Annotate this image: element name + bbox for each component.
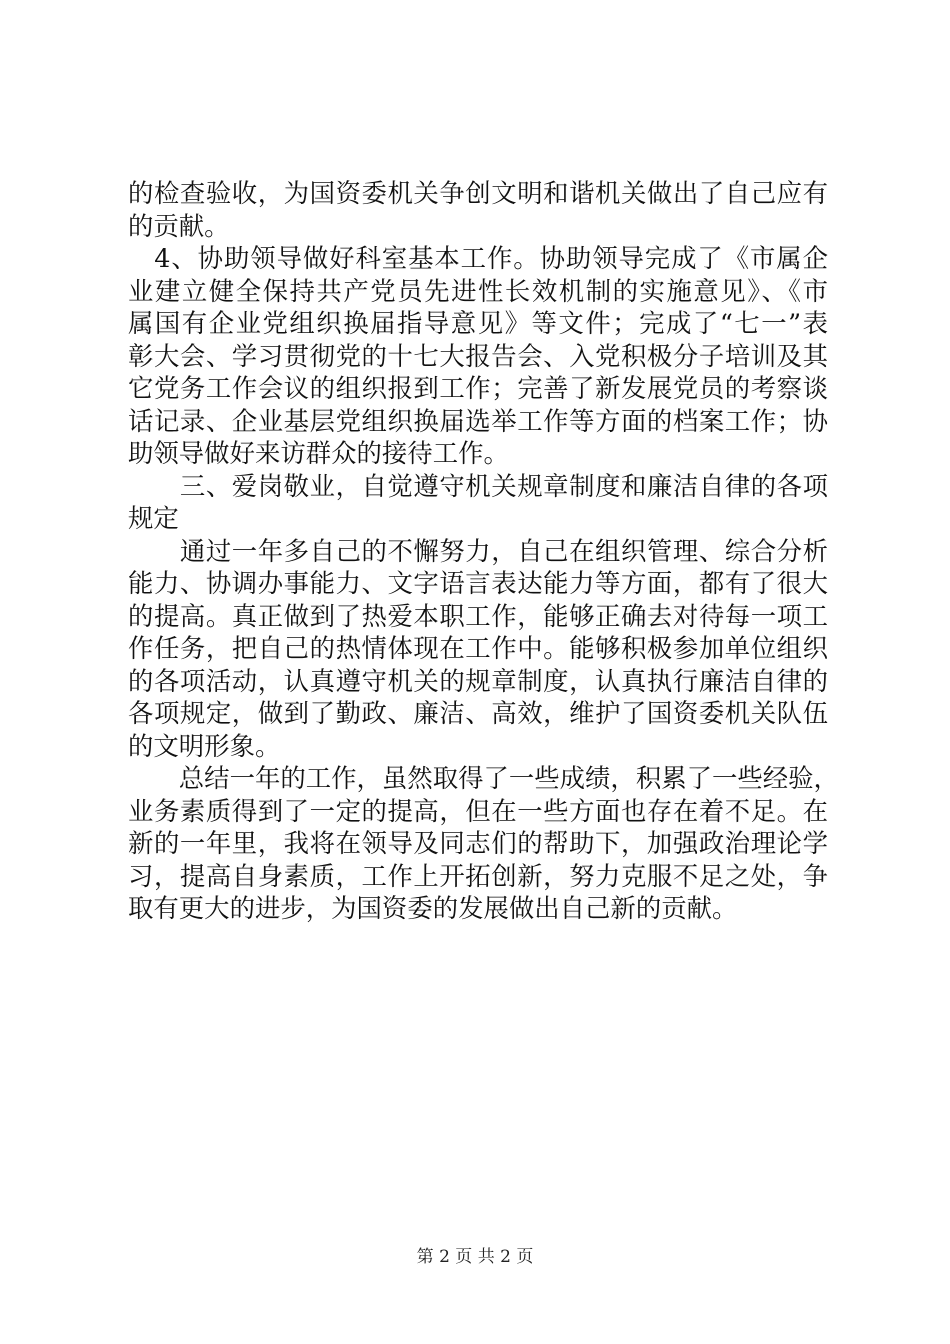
text-line: 4、协助领导做好科室基本工作。协助领导完成了《市属企	[128, 243, 828, 273]
text-line: 的各项活动，认真遵守机关的规章制度，认真执行廉洁自律的	[128, 666, 828, 696]
text-line: 业建立健全保持共产党员先进性长效机制的实施意见》、《市	[128, 276, 828, 306]
text-line: 取有更大的进步，为国资委的发展做出自己新的贡献。	[128, 893, 738, 923]
section-heading: 规定	[128, 503, 179, 533]
text-line: 总结一年的工作，虽然取得了一些成绩，积累了一些经验，	[128, 763, 839, 793]
text-line: 通过一年多自己的不懈努力，自己在组织管理、综合分析	[128, 536, 828, 566]
text-line: 彰大会、学习贯彻党的十七大报告会、入党积极分子培训及其	[128, 341, 828, 371]
text-line: 业务素质得到了一定的提高，但在一些方面也存在着不足。在	[128, 796, 828, 826]
text-line: 新的一年里，我将在领导及同志们的帮助下，加强政治理论学	[128, 828, 828, 858]
page-number: 第 2 页 共 2 页	[416, 1247, 534, 1267]
text-line: 的检查验收，为国资委机关争创文明和谐机关做出了自己应有	[128, 178, 828, 208]
text-line: 助领导做好来访群众的接待工作。	[128, 438, 509, 468]
section-heading: 三、爱岗敬业，自觉遵守机关规章制度和廉洁自律的各项	[128, 471, 828, 501]
text-line: 习，提高自身素质，工作上开拓创新，努力克服不足之处，争	[128, 861, 828, 891]
text-line: 作任务，把自己的热情体现在工作中。能够积极参加单位组织	[128, 633, 828, 663]
text-line: 的提高。真正做到了热爱本职工作，能够正确去对待每一项工	[128, 601, 828, 631]
text-line: 的贡献。	[128, 211, 230, 241]
text-line: 话记录、企业基层党组织换届选举工作等方面的档案工作；协	[128, 406, 828, 436]
text-line: 各项规定，做到了勤政、廉洁、高效，维护了国资委机关队伍	[128, 698, 828, 728]
text-line: 能力、协调办事能力、文字语言表达能力等方面，都有了很大	[128, 568, 828, 598]
text-line: 的文明形象。	[128, 731, 281, 761]
text-line: 它党务工作会议的组织报到工作；完善了新发展党员的考察谈	[128, 373, 828, 403]
text-line: 属国有企业党组织换届指导意见》等文件；完成了“七一”表	[128, 308, 828, 338]
